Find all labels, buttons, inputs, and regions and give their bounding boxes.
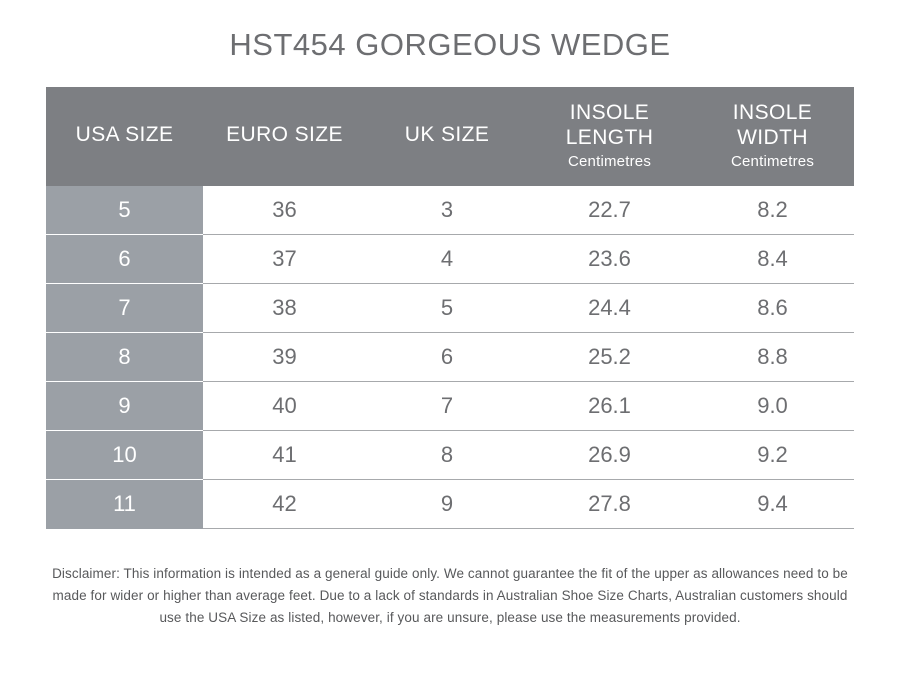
cell-usa-size: 5 xyxy=(46,186,203,235)
table-row xyxy=(46,284,854,333)
cell-insole-length: 26.1 xyxy=(528,382,691,431)
cell-uk-size: 4 xyxy=(366,235,528,284)
cell-insole-length: 26.9 xyxy=(528,431,691,480)
cell-insole-width: 8.4 xyxy=(691,235,854,284)
cell-euro-size: 39 xyxy=(203,333,366,382)
cell-euro-size: 42 xyxy=(203,480,366,529)
column-header-uk-size xyxy=(366,87,528,186)
cell-insole-length: 24.4 xyxy=(528,284,691,333)
cell-insole-width: 9.2 xyxy=(691,431,854,480)
cell-insole-width: 8.8 xyxy=(691,333,854,382)
column-header-euro-size xyxy=(203,87,366,186)
table-header xyxy=(46,87,854,186)
cell-usa-size: 7 xyxy=(46,284,203,333)
cell-uk-size: 5 xyxy=(366,284,528,333)
column-header-insole-width-unit: Centimetres xyxy=(730,152,815,170)
size-chart-table xyxy=(46,87,854,529)
column-header-uk-size-label: UK SIZE xyxy=(404,123,490,147)
cell-insole-length: 27.8 xyxy=(528,480,691,529)
size-chart-table-wrapper xyxy=(46,87,854,529)
cell-usa-size: 8 xyxy=(46,333,203,382)
cell-uk-size: 6 xyxy=(366,333,528,382)
table-row xyxy=(46,382,854,431)
table-row xyxy=(46,431,854,480)
disclaimer-text: Disclaimer: This information is intended as a general guide only. We cannot guarantee the fit of the upper as allowances need to be made for wider or higher than average feet. Due to a lack of standards in Australian Shoe Size Charts, Australian customers should use the USA Size as listed, however, if you are unsure, please use the measurements provided. xyxy=(52,566,848,625)
column-header-insole-length xyxy=(528,87,691,186)
cell-usa-size: 11 xyxy=(46,480,203,529)
cell-insole-length: 25.2 xyxy=(528,333,691,382)
cell-uk-size: 3 xyxy=(366,186,528,235)
column-header-usa-size xyxy=(46,87,203,186)
cell-insole-length: 23.6 xyxy=(528,235,691,284)
table-row xyxy=(46,333,854,382)
cell-euro-size: 40 xyxy=(203,382,366,431)
cell-usa-size: 10 xyxy=(46,431,203,480)
column-header-insole-width xyxy=(691,87,854,186)
cell-euro-size: 38 xyxy=(203,284,366,333)
cell-insole-width: 9.0 xyxy=(691,382,854,431)
cell-uk-size: 8 xyxy=(366,431,528,480)
page-title: HST454 GORGEOUS WEDGE xyxy=(229,27,671,62)
cell-insole-width: 8.6 xyxy=(691,284,854,333)
column-header-insole-length-label: INSOLE LENGTH xyxy=(565,101,654,149)
cell-insole-width: 9.4 xyxy=(691,480,854,529)
cell-uk-size: 9 xyxy=(366,480,528,529)
table-row xyxy=(46,186,854,235)
column-header-insole-length-unit: Centimetres xyxy=(567,152,652,170)
column-header-insole-width-label: INSOLE WIDTH xyxy=(732,101,813,149)
cell-usa-size: 6 xyxy=(46,235,203,284)
table-row xyxy=(46,480,854,529)
table-row xyxy=(46,235,854,284)
cell-euro-size: 37 xyxy=(203,235,366,284)
cell-euro-size: 36 xyxy=(203,186,366,235)
table-body xyxy=(46,186,854,529)
cell-insole-length: 22.7 xyxy=(528,186,691,235)
cell-euro-size: 41 xyxy=(203,431,366,480)
table-header-row xyxy=(46,87,854,186)
cell-insole-width: 8.2 xyxy=(691,186,854,235)
cell-uk-size: 7 xyxy=(366,382,528,431)
cell-usa-size: 9 xyxy=(46,382,203,431)
column-header-usa-size-label: USA SIZE xyxy=(75,123,174,147)
column-header-euro-size-label: EURO SIZE xyxy=(226,123,343,147)
